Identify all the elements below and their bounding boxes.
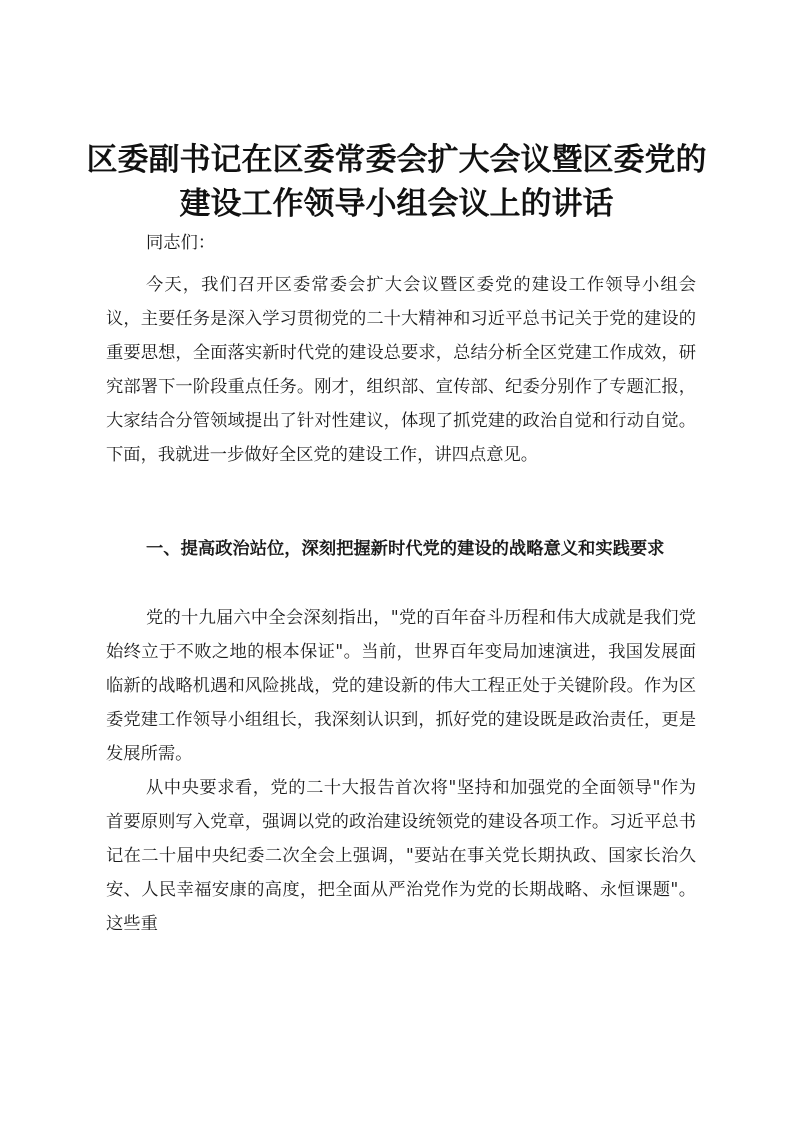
paragraph-section-1b: 从中央要求看，党的二十大报告首次将"坚持和加强党的全面领导"作为首要原则写入党章，强调以党的政治建设统领党的建设各项工作。习近平总书记在二十届中央纪委二次全会上强调，"要站在事关党长期执政、国家长治久安、人民幸福安康的高度，把全面从严治党作为党的长期战略、永恒课题"。这些重 <box>106 778 696 934</box>
salutation: 同志们： <box>146 233 216 253</box>
paragraph-section-1a: 党的十九届六中全会深刻指出，"党的百年奋斗历程和伟大成就是我们党始终立于不败之地的根本保证"。当前，世界百年变局加速演进，我国发展面临新的战略机遇和风险挑战，党的建设新的伟大工程正处于关键阶段。作为区委党建工作领导小组组长，我深刻认识到，抓好党的建设既是政治责任，更是发展所需。 <box>106 608 696 764</box>
section-heading-1: 一、提高政治站位，深刻把握新时代党的建设的战略意义和实践要求 <box>146 539 665 559</box>
document-title-line-2: 建设工作领导小组会议上的讲话 <box>179 186 614 222</box>
paragraph-intro: 今天，我们召开区委常委会扩大会议暨区委党的建设工作领导小组会议，主要任务是深入学习贯彻党的二十大精神和习近平总书记关于党的建设的重要思想，全面落实新时代党的建设总要求，总结分析全区党建工作成效，研究部署下一阶段重点任务。刚才，组织部、宣传部、纪委分别作了专题汇报，大家结合分管领域提出了针对性建议，体现了抓党建的政治自觉和行动自觉。下面，我就进一步做好全区党的建设工作，讲四点意见。 <box>106 275 696 465</box>
document-title-line-1: 区委副书记在区委常委会扩大会议暨区委党的 <box>86 142 707 178</box>
